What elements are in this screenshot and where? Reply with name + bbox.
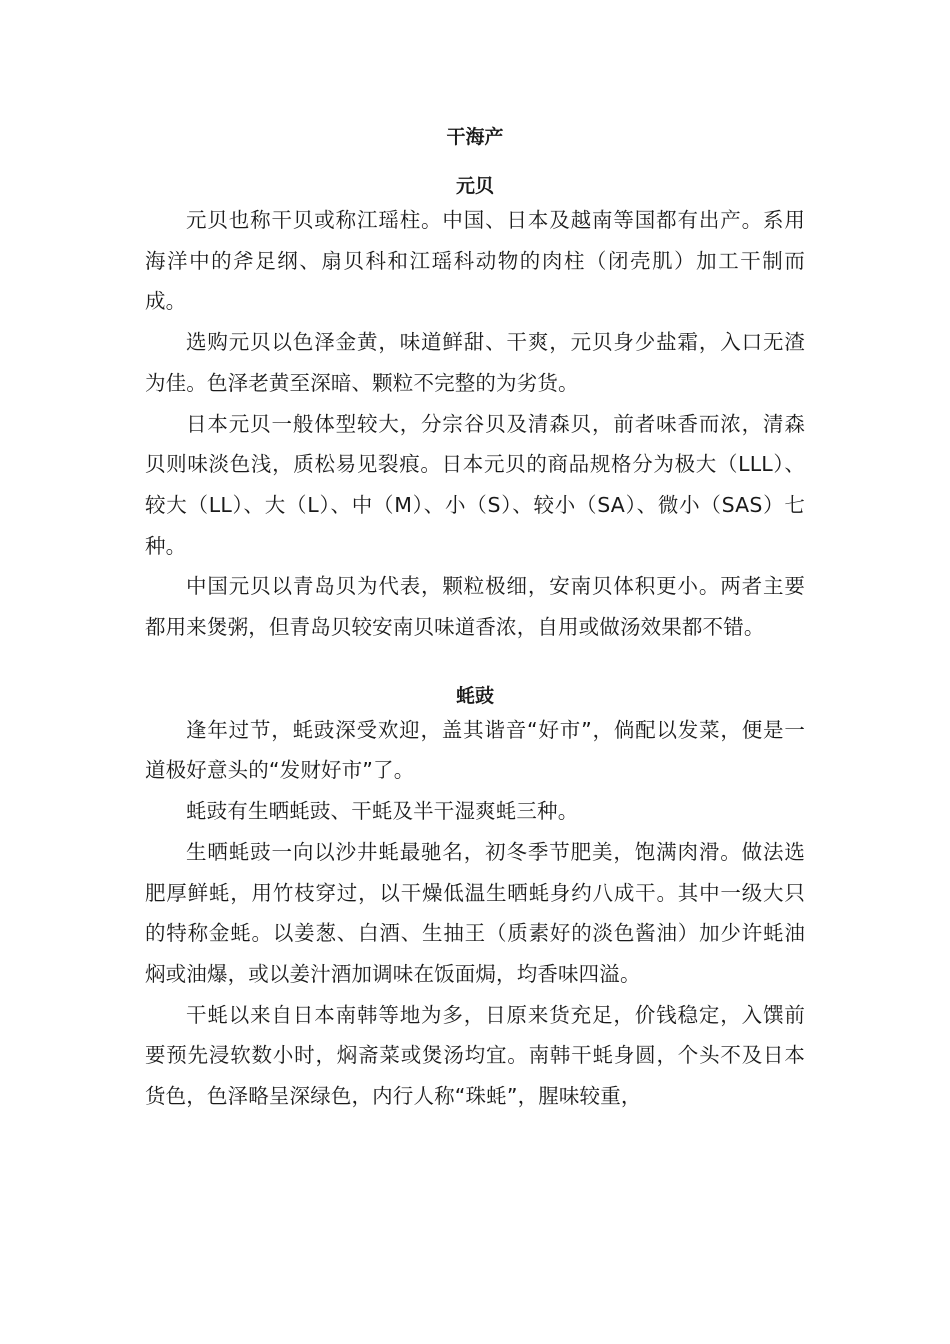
paragraph: 中国元贝以青岛贝为代表，颗粒极细，安南贝体积更小。两者主要都用来煲粥，但青岛贝较安南贝味道香浓，自用或做汤效果都不错。 (145, 574, 805, 640)
section-dried-oyster (145, 682, 805, 1117)
paragraph: 逢年过节，蚝豉深受欢迎，盖其谐音“好市”，倘配以发菜，便是一道极好意头的“发财好市”了。 (145, 717, 805, 783)
paragraph: 生晒蚝豉一向以沙井蚝最驰名，初冬季节肥美，饱满肉滑。做法选肥厚鲜蚝，用竹枝穿过，以干燥低温生晒蚝身约八成干。其中一级大只的特称金蚝。以姜葱、白酒、生抽王（质素好的淡色酱油）加少许蚝油焖或油爆，或以姜汁酒加调味在饭面焗，均香味四溢。 (145, 839, 805, 986)
section-heading: 元贝 (455, 175, 494, 197)
document-title: 干海产 (446, 126, 504, 148)
paragraph: 日本元贝一般体型较大，分宗谷贝及清森贝，前者味香而浓，清森贝则味淡色浅，质松易见裂痕。日本元贝的商品规格分为极大（LLL）、较大（LL）、大（L）、中（M）、小（S）、较小（SA）、微小（SAS）七种。 (145, 411, 805, 558)
section-scallop (145, 172, 805, 648)
paragraph: 蚝豉有生晒蚝豉、干蚝及半干湿爽蚝三种。 (186, 799, 579, 824)
paragraph: 干蚝以来自日本南韩等地为多，日原来货充足，价钱稳定，入馔前要预先浸软数小时，焖斋菜或煲汤均宜。南韩干蚝身圆，个头不及日本货色，色泽略呈深绿色，内行人称“珠蚝”，腥味较重， (145, 1002, 805, 1109)
paragraph: 元贝也称干贝或称江瑶柱。中国、日本及越南等国都有出产。系用海洋中的斧足纲、扇贝科和江瑶科动物的肉柱（闭壳肌）加工干制而成。 (145, 208, 805, 314)
section-heading: 蚝豉 (455, 684, 494, 707)
document-body (145, 112, 805, 1117)
paragraph: 选购元贝以色泽金黄，味道鲜甜、干爽，元贝身少盐霜，入口无渣为佳。色泽老黄至深暗、颗粒不完整的为劣货。 (145, 330, 805, 395)
